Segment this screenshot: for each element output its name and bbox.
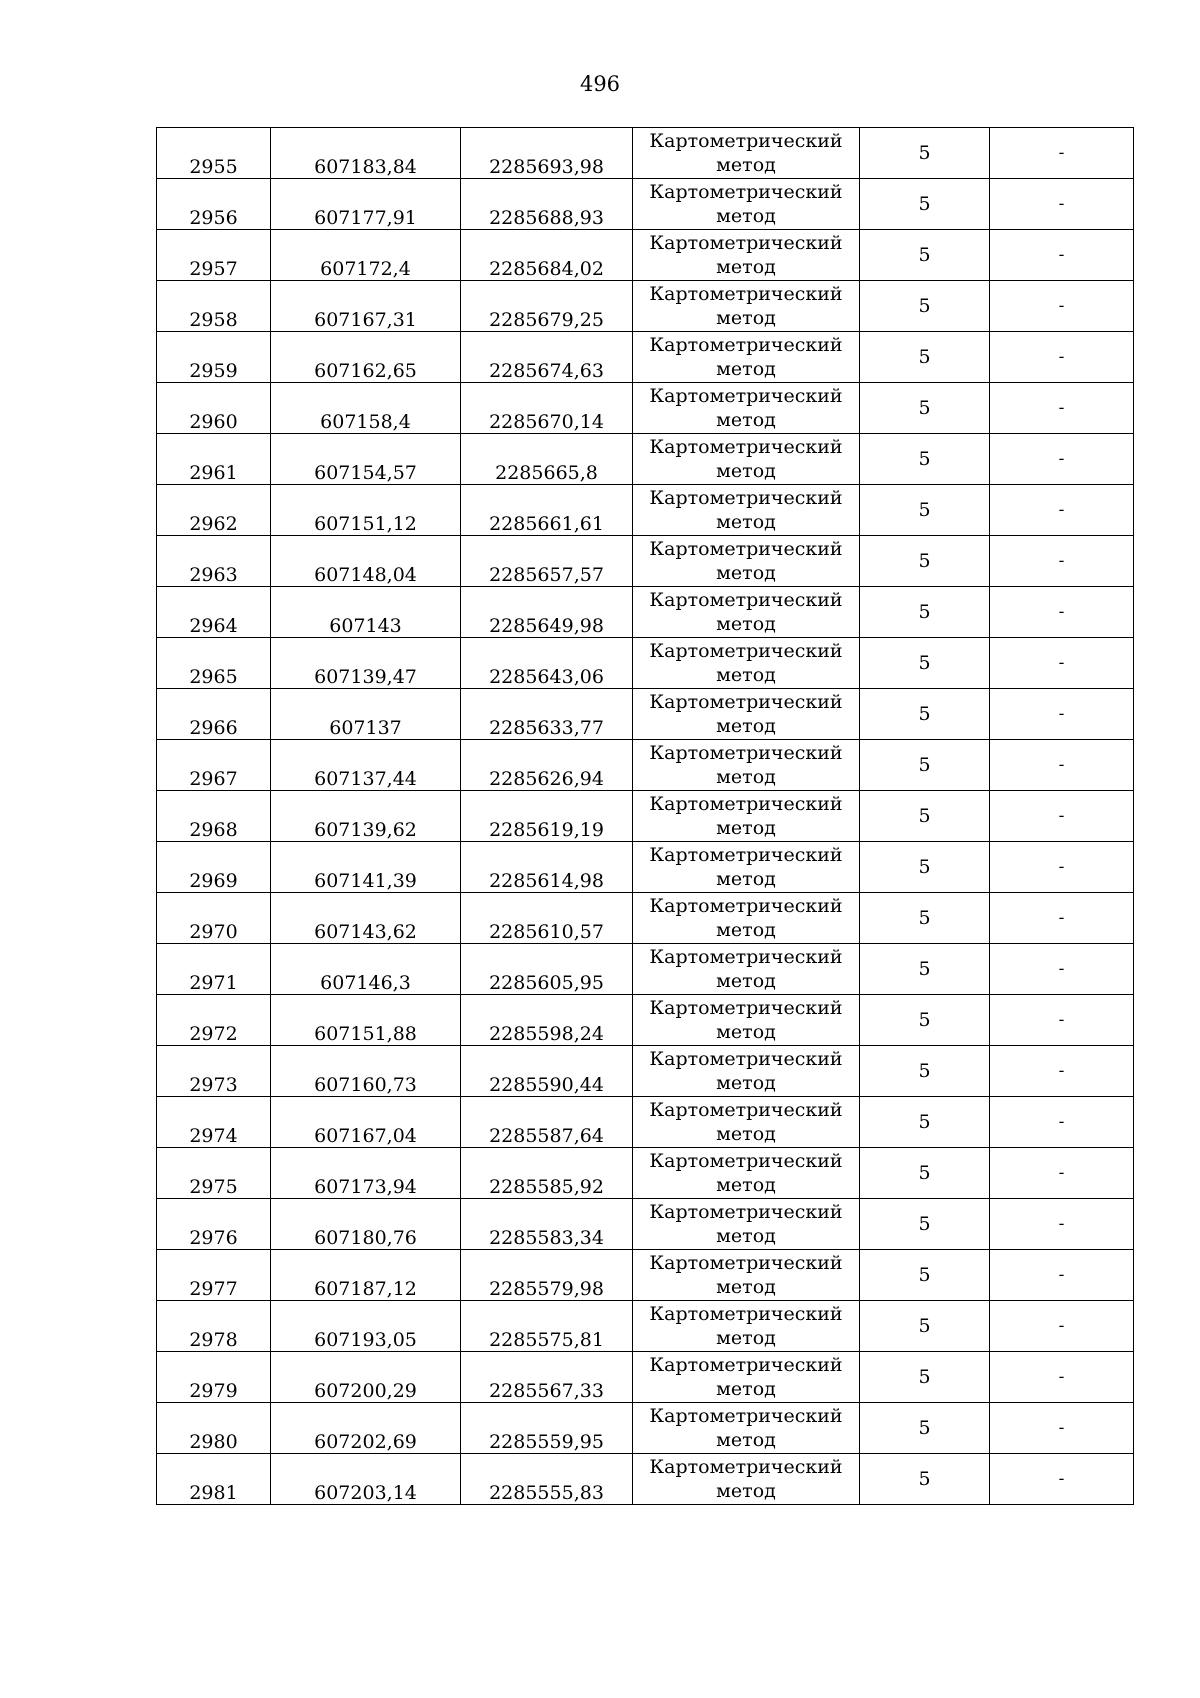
note-cell: - bbox=[990, 740, 1134, 791]
method-cell bbox=[633, 434, 860, 485]
point-number-cell: 2981 bbox=[157, 1454, 271, 1505]
point-number-cell: 2960 bbox=[157, 383, 271, 434]
note-cell: - bbox=[990, 944, 1134, 995]
note-cell: - bbox=[990, 230, 1134, 281]
note-cell: - bbox=[990, 536, 1134, 587]
table-row bbox=[157, 791, 1134, 842]
note-cell: - bbox=[990, 281, 1134, 332]
point-number-cell: 2959 bbox=[157, 332, 271, 383]
method-cell bbox=[633, 791, 860, 842]
y-coordinate-cell: 2285587,64 bbox=[461, 1097, 633, 1148]
point-number-cell: 2978 bbox=[157, 1301, 271, 1352]
y-coordinate-cell: 2285633,77 bbox=[461, 689, 633, 740]
point-number-cell: 2968 bbox=[157, 791, 271, 842]
method-line1: Картометрический bbox=[649, 130, 843, 152]
method-line1: Картометрический bbox=[649, 487, 843, 509]
x-coordinate-cell: 607202,69 bbox=[271, 1403, 461, 1454]
y-coordinate-cell: 2285559,95 bbox=[461, 1403, 633, 1454]
note-cell: - bbox=[990, 1454, 1134, 1505]
method-line2: метод bbox=[716, 511, 776, 533]
x-coordinate-cell: 607172,4 bbox=[271, 230, 461, 281]
accuracy-cell: 5 bbox=[860, 485, 990, 536]
accuracy-cell: 5 bbox=[860, 1403, 990, 1454]
note-cell: - bbox=[990, 1301, 1134, 1352]
note-cell: - bbox=[990, 893, 1134, 944]
y-coordinate-cell: 2285579,98 bbox=[461, 1250, 633, 1301]
point-number-cell: 2970 bbox=[157, 893, 271, 944]
method-cell bbox=[633, 179, 860, 230]
note-cell: - bbox=[990, 1046, 1134, 1097]
method-line2: метод bbox=[716, 1480, 776, 1502]
method-line2: метод bbox=[716, 1225, 776, 1247]
x-coordinate-cell: 607193,05 bbox=[271, 1301, 461, 1352]
method-line1: Картометрический bbox=[649, 1456, 843, 1478]
y-coordinate-cell: 2285626,94 bbox=[461, 740, 633, 791]
point-number-cell: 2962 bbox=[157, 485, 271, 536]
method-cell bbox=[633, 638, 860, 689]
point-number-cell: 2955 bbox=[157, 128, 271, 179]
x-coordinate-cell: 607146,3 bbox=[271, 944, 461, 995]
method-line1: Картометрический bbox=[649, 793, 843, 815]
accuracy-cell: 5 bbox=[860, 1148, 990, 1199]
method-line1: Картометрический bbox=[649, 1303, 843, 1325]
note-cell: - bbox=[990, 842, 1134, 893]
method-line2: метод bbox=[716, 1174, 776, 1196]
table-row bbox=[157, 128, 1134, 179]
method-line2: метод bbox=[716, 1327, 776, 1349]
point-number-cell: 2976 bbox=[157, 1199, 271, 1250]
point-number-cell: 2975 bbox=[157, 1148, 271, 1199]
method-cell bbox=[633, 1352, 860, 1403]
note-cell: - bbox=[990, 1148, 1134, 1199]
x-coordinate-cell: 607167,31 bbox=[271, 281, 461, 332]
note-cell: - bbox=[990, 128, 1134, 179]
note-cell: - bbox=[990, 332, 1134, 383]
table-row bbox=[157, 944, 1134, 995]
table-row bbox=[157, 1301, 1134, 1352]
y-coordinate-cell: 2285598,24 bbox=[461, 995, 633, 1046]
method-cell bbox=[633, 1046, 860, 1097]
method-line2: метод bbox=[716, 715, 776, 737]
point-number-cell: 2971 bbox=[157, 944, 271, 995]
method-line1: Картометрический bbox=[649, 1201, 843, 1223]
y-coordinate-cell: 2285605,95 bbox=[461, 944, 633, 995]
note-cell: - bbox=[990, 638, 1134, 689]
accuracy-cell: 5 bbox=[860, 1454, 990, 1505]
x-coordinate-cell: 607151,12 bbox=[271, 485, 461, 536]
coordinates-table bbox=[156, 127, 1134, 1505]
x-coordinate-cell: 607148,04 bbox=[271, 536, 461, 587]
method-cell bbox=[633, 1301, 860, 1352]
method-cell bbox=[633, 1250, 860, 1301]
y-coordinate-cell: 2285643,06 bbox=[461, 638, 633, 689]
x-coordinate-cell: 607137,44 bbox=[271, 740, 461, 791]
method-cell bbox=[633, 1097, 860, 1148]
method-cell bbox=[633, 740, 860, 791]
method-line1: Картометрический bbox=[649, 538, 843, 560]
table-row bbox=[157, 995, 1134, 1046]
method-line2: метод bbox=[716, 613, 776, 635]
table-row bbox=[157, 1046, 1134, 1097]
table-row bbox=[157, 638, 1134, 689]
method-line2: метод bbox=[716, 919, 776, 941]
method-cell bbox=[633, 893, 860, 944]
x-coordinate-cell: 607139,62 bbox=[271, 791, 461, 842]
y-coordinate-cell: 2285649,98 bbox=[461, 587, 633, 638]
point-number-cell: 2958 bbox=[157, 281, 271, 332]
accuracy-cell: 5 bbox=[860, 536, 990, 587]
method-line2: метод bbox=[716, 664, 776, 686]
x-coordinate-cell: 607167,04 bbox=[271, 1097, 461, 1148]
y-coordinate-cell: 2285619,19 bbox=[461, 791, 633, 842]
table-row bbox=[157, 332, 1134, 383]
table-row bbox=[157, 1352, 1134, 1403]
table-row bbox=[157, 1097, 1134, 1148]
method-line2: метод bbox=[716, 1072, 776, 1094]
method-line1: Картометрический bbox=[649, 334, 843, 356]
table-row bbox=[157, 1250, 1134, 1301]
method-cell bbox=[633, 842, 860, 893]
accuracy-cell: 5 bbox=[860, 995, 990, 1046]
method-line1: Картометрический bbox=[649, 844, 843, 866]
method-line2: метод bbox=[716, 154, 776, 176]
method-cell bbox=[633, 230, 860, 281]
table-row bbox=[157, 689, 1134, 740]
y-coordinate-cell: 2285610,57 bbox=[461, 893, 633, 944]
method-line1: Картометрический bbox=[649, 946, 843, 968]
method-line1: Картометрический bbox=[649, 1099, 843, 1121]
x-coordinate-cell: 607143 bbox=[271, 587, 461, 638]
point-number-cell: 2956 bbox=[157, 179, 271, 230]
method-cell bbox=[633, 1199, 860, 1250]
x-coordinate-cell: 607151,88 bbox=[271, 995, 461, 1046]
method-line1: Картометрический bbox=[649, 1405, 843, 1427]
method-cell bbox=[633, 1454, 860, 1505]
page-number: 496 bbox=[579, 72, 621, 96]
point-number-cell: 2957 bbox=[157, 230, 271, 281]
x-coordinate-cell: 607183,84 bbox=[271, 128, 461, 179]
method-line1: Картометрический bbox=[649, 1150, 843, 1172]
note-cell: - bbox=[990, 1199, 1134, 1250]
method-line1: Картометрический bbox=[649, 385, 843, 407]
y-coordinate-cell: 2285585,92 bbox=[461, 1148, 633, 1199]
x-coordinate-cell: 607200,29 bbox=[271, 1352, 461, 1403]
y-coordinate-cell: 2285693,98 bbox=[461, 128, 633, 179]
method-cell bbox=[633, 383, 860, 434]
table-row bbox=[157, 1199, 1134, 1250]
x-coordinate-cell: 607173,94 bbox=[271, 1148, 461, 1199]
x-coordinate-cell: 607158,4 bbox=[271, 383, 461, 434]
method-cell bbox=[633, 995, 860, 1046]
y-coordinate-cell: 2285583,34 bbox=[461, 1199, 633, 1250]
accuracy-cell: 5 bbox=[860, 179, 990, 230]
note-cell: - bbox=[990, 1097, 1134, 1148]
method-line2: метод bbox=[716, 460, 776, 482]
accuracy-cell: 5 bbox=[860, 740, 990, 791]
y-coordinate-cell: 2285575,81 bbox=[461, 1301, 633, 1352]
table-row bbox=[157, 179, 1134, 230]
point-number-cell: 2980 bbox=[157, 1403, 271, 1454]
accuracy-cell: 5 bbox=[860, 587, 990, 638]
point-number-cell: 2963 bbox=[157, 536, 271, 587]
method-line2: метод bbox=[716, 1276, 776, 1298]
method-line2: метод bbox=[716, 256, 776, 278]
accuracy-cell: 5 bbox=[860, 1046, 990, 1097]
y-coordinate-cell: 2285657,57 bbox=[461, 536, 633, 587]
accuracy-cell: 5 bbox=[860, 332, 990, 383]
point-number-cell: 2966 bbox=[157, 689, 271, 740]
y-coordinate-cell: 2285670,14 bbox=[461, 383, 633, 434]
table-row bbox=[157, 740, 1134, 791]
point-number-cell: 2973 bbox=[157, 1046, 271, 1097]
point-number-cell: 2961 bbox=[157, 434, 271, 485]
accuracy-cell: 5 bbox=[860, 893, 990, 944]
point-number-cell: 2979 bbox=[157, 1352, 271, 1403]
method-line2: метод bbox=[716, 970, 776, 992]
note-cell: - bbox=[990, 383, 1134, 434]
method-line1: Картометрический bbox=[649, 1048, 843, 1070]
accuracy-cell: 5 bbox=[860, 1301, 990, 1352]
accuracy-cell: 5 bbox=[860, 1250, 990, 1301]
method-line1: Картометрический bbox=[649, 232, 843, 254]
y-coordinate-cell: 2285688,93 bbox=[461, 179, 633, 230]
y-coordinate-cell: 2285665,8 bbox=[461, 434, 633, 485]
accuracy-cell: 5 bbox=[860, 281, 990, 332]
y-coordinate-cell: 2285679,25 bbox=[461, 281, 633, 332]
y-coordinate-cell: 2285614,98 bbox=[461, 842, 633, 893]
note-cell: - bbox=[990, 1403, 1134, 1454]
method-cell bbox=[633, 485, 860, 536]
accuracy-cell: 5 bbox=[860, 230, 990, 281]
method-line1: Картометрический bbox=[649, 1354, 843, 1376]
method-line1: Картометрический bbox=[649, 436, 843, 458]
method-line1: Картометрический bbox=[649, 640, 843, 662]
x-coordinate-cell: 607160,73 bbox=[271, 1046, 461, 1097]
method-cell bbox=[633, 128, 860, 179]
table-row bbox=[157, 383, 1134, 434]
note-cell: - bbox=[990, 587, 1134, 638]
accuracy-cell: 5 bbox=[860, 383, 990, 434]
x-coordinate-cell: 607177,91 bbox=[271, 179, 461, 230]
x-coordinate-cell: 607187,12 bbox=[271, 1250, 461, 1301]
point-number-cell: 2972 bbox=[157, 995, 271, 1046]
note-cell: - bbox=[990, 1250, 1134, 1301]
table-row bbox=[157, 893, 1134, 944]
y-coordinate-cell: 2285590,44 bbox=[461, 1046, 633, 1097]
table-row bbox=[157, 485, 1134, 536]
method-line2: метод bbox=[716, 817, 776, 839]
method-line2: метод bbox=[716, 1378, 776, 1400]
method-line1: Картометрический bbox=[649, 181, 843, 203]
method-line1: Картометрический bbox=[649, 895, 843, 917]
table-row bbox=[157, 587, 1134, 638]
y-coordinate-cell: 2285567,33 bbox=[461, 1352, 633, 1403]
accuracy-cell: 5 bbox=[860, 1097, 990, 1148]
table-row bbox=[157, 434, 1134, 485]
accuracy-cell: 5 bbox=[860, 689, 990, 740]
point-number-cell: 2974 bbox=[157, 1097, 271, 1148]
method-line1: Картометрический bbox=[649, 691, 843, 713]
method-line2: метод bbox=[716, 1429, 776, 1451]
note-cell: - bbox=[990, 1352, 1134, 1403]
method-line2: метод bbox=[716, 562, 776, 584]
point-number-cell: 2969 bbox=[157, 842, 271, 893]
method-line2: метод bbox=[716, 1123, 776, 1145]
method-cell bbox=[633, 281, 860, 332]
y-coordinate-cell: 2285684,02 bbox=[461, 230, 633, 281]
method-cell bbox=[633, 1148, 860, 1199]
accuracy-cell: 5 bbox=[860, 944, 990, 995]
method-line2: метод bbox=[716, 868, 776, 890]
y-coordinate-cell: 2285661,61 bbox=[461, 485, 633, 536]
note-cell: - bbox=[990, 434, 1134, 485]
method-line1: Картометрический bbox=[649, 1252, 843, 1274]
x-coordinate-cell: 607180,76 bbox=[271, 1199, 461, 1250]
x-coordinate-cell: 607203,14 bbox=[271, 1454, 461, 1505]
method-cell bbox=[633, 587, 860, 638]
method-cell bbox=[633, 944, 860, 995]
method-cell bbox=[633, 689, 860, 740]
note-cell: - bbox=[990, 179, 1134, 230]
note-cell: - bbox=[990, 791, 1134, 842]
accuracy-cell: 5 bbox=[860, 1352, 990, 1403]
accuracy-cell: 5 bbox=[860, 128, 990, 179]
note-cell: - bbox=[990, 995, 1134, 1046]
method-line1: Картометрический bbox=[649, 283, 843, 305]
method-line2: метод bbox=[716, 766, 776, 788]
x-coordinate-cell: 607137 bbox=[271, 689, 461, 740]
method-line2: метод bbox=[716, 358, 776, 380]
point-number-cell: 2965 bbox=[157, 638, 271, 689]
x-coordinate-cell: 607143,62 bbox=[271, 893, 461, 944]
table-row bbox=[157, 230, 1134, 281]
point-number-cell: 2967 bbox=[157, 740, 271, 791]
y-coordinate-cell: 2285555,83 bbox=[461, 1454, 633, 1505]
x-coordinate-cell: 607139,47 bbox=[271, 638, 461, 689]
point-number-cell: 2977 bbox=[157, 1250, 271, 1301]
method-cell bbox=[633, 1403, 860, 1454]
accuracy-cell: 5 bbox=[860, 638, 990, 689]
note-cell: - bbox=[990, 485, 1134, 536]
table-row bbox=[157, 1403, 1134, 1454]
method-line1: Картометрический bbox=[649, 997, 843, 1019]
x-coordinate-cell: 607141,39 bbox=[271, 842, 461, 893]
note-cell: - bbox=[990, 689, 1134, 740]
x-coordinate-cell: 607162,65 bbox=[271, 332, 461, 383]
method-line2: метод bbox=[716, 307, 776, 329]
point-number-cell: 2964 bbox=[157, 587, 271, 638]
method-cell bbox=[633, 536, 860, 587]
table-row bbox=[157, 281, 1134, 332]
method-line2: метод bbox=[716, 1021, 776, 1043]
accuracy-cell: 5 bbox=[860, 434, 990, 485]
table-row bbox=[157, 1454, 1134, 1505]
x-coordinate-cell: 607154,57 bbox=[271, 434, 461, 485]
accuracy-cell: 5 bbox=[860, 791, 990, 842]
method-cell bbox=[633, 332, 860, 383]
accuracy-cell: 5 bbox=[860, 842, 990, 893]
y-coordinate-cell: 2285674,63 bbox=[461, 332, 633, 383]
table-row bbox=[157, 842, 1134, 893]
method-line2: метод bbox=[716, 409, 776, 431]
table-row bbox=[157, 1148, 1134, 1199]
table-row bbox=[157, 536, 1134, 587]
coordinates-table-body bbox=[157, 128, 1134, 1505]
method-line1: Картометрический bbox=[649, 589, 843, 611]
method-line1: Картометрический bbox=[649, 742, 843, 764]
method-line2: метод bbox=[716, 205, 776, 227]
accuracy-cell: 5 bbox=[860, 1199, 990, 1250]
